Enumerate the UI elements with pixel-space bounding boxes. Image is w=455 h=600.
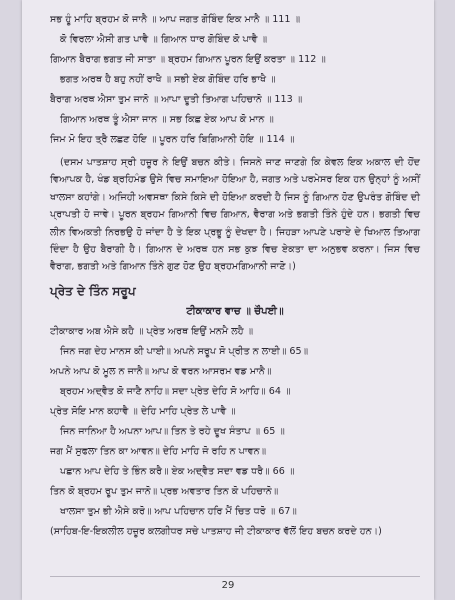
verse-line: ਕੋ ਵਿਰਲਾ ਐਸੀ ਗਤ ਪਾਵੈ ॥ ਗਿਆਨ ਧਾਰ ਗੋਬਿੰਦ ਕੋ ਪਾਵੈ ॥ [60, 34, 268, 45]
verse-line: ਸਭ ਹੂੰ ਮਾਹਿ ਬ੍ਰਹਮ ਕੋ ਜਾਨੈ ॥ ਆਪ ਜਗਤ ਗੋਬਿੰਦ ਇਕ ਮਾਨੈ ॥ 111 ॥ [50, 14, 301, 25]
verse-line: ਪਛਾਨ ਆਪ ਦੇਹਿ ਤੇ ਭਿੰਨ ਕਰੈ॥ ਏਕ ਅਦ੍ਵੈਤ ਸਦਾ ਵਡ ਧਰੈ॥ 66 ॥ [60, 465, 295, 477]
verse-line: ਬ੍ਰਹਮ ਅਦ੍ਵੈਤ ਕੋ ਜਾਣੈ ਨਾਹਿ॥ ਸਦਾ ਪ੍ਰੇਤ ਦੇਹਿ ਸੋ ਆਹਿ॥ 64 ॥ [60, 385, 291, 397]
verse-line: ਬੈਰਾਗ ਅਰਥ ਐਸਾ ਤੁਮ ਜਾਨੋ ॥ ਆਪਾ ਦੂਤੀ ਤਿਆਗ ਪਹਿਚਾਨੋ ॥ 113 ॥ [50, 94, 303, 105]
commentary-paragraph: (ਦਸਮ ਪਾਤਸ਼ਾਹ ਸ੍ਰੀ ਹਜ਼ੂਰ ਨੇ ਇਉਂ ਬਚਨ ਕੀਤੇ। ਜਿਸਨੇ ਜਾਣ ਜਾਣਗੇ ਕਿ ਕੇਵਲ ਇਕ ਅਕਾਲ ਦੀ ਹੋਂਦ ਵਿਆਪਕ ਹੈ, ਖੰਡ ਬ੍ਰਹਿਮੰਡ ਉਸੇ ਵਿਚ ਸਮਾਇਆ ਹੋਇਆ ਹੈ, ਜਗਤ ਅਤੇ ਪਰਮੇਸਰ ਇਕ ਹਨ ਉਨ੍ਹਾਂ ਨੂੰ ਅਸੀਂ ਖਾਲਸਾ ਕਹਾਂਗੇ। ਅਜਿਹੀ ਅਵਸਥਾ ਕਿਸੇ ਕਿਸੇ ਦੀ ਹੋਇਆ ਕਰਦੀ ਹੈ ਜਿਸ ਨੂੰ ਗਿਆਨ ਹੋਣ ਉਪਰੰਤ ਗੋਬਿੰਦ ਦੀ ਪ੍ਰਾਪਤੀ ਹੋ ਜਾਵੇ। ਪੂਰਨ ਬ੍ਰਹਮ ਗਿਆਨੀ ਵਿਚ ਗਿਆਨ, ਵੈਰਾਗ ਅਤੇ ਭਗਤੀ ਤਿੰਨੇ ਹੁੰਦੇ ਹਨ। ਭਗਤੀ ਵਿਚ ਲੀਨ ਵਿਅਕਤੀ ਨਿਰਭਉ ਹੋ ਜਾਂਦਾ ਹੈ ਤੇ ਇਕ ਪ੍ਰਭੂ ਨੂੰ ਦੇਖਦਾ ਹੈ। ਜਿਹੜਾ ਆਪਣੇ ਪਰਾਏ ਦੇ ਖਿਆਲ ਤਿਆਗ ਦਿੰਦਾ ਹੈ ਉਹ ਬੈਰਾਗੀ ਹੈ। ਗਿਆਨ ਦੇ ਅਰਥ ਹਨ ਸਭ ਕੁਝ ਵਿਚ ਏਕਤਾ ਦਾ ਅਨੁਭਵ ਕਰਨਾ। ਜਿਸ ਵਿਚ ਵੈਰਾਗ, ਭਗਤੀ ਅਤੇ ਗਿਆਨ ਤਿੰਨੇ ਗੁਣ ਹੋਣ ਉਹ ਬ੍ਰਹਮਗਿਆਨੀ ਜਾਣੋ।) [50, 157, 420, 273]
verse-line: ਟੀਕਾਕਾਰ ਅਬ ਐਸੇ ਕਹੈ ॥ ਪ੍ਰੇਤ ਅਰਥ ਇਉਂ ਮਨਮੈ ਲਹੈ ॥ [50, 325, 254, 337]
footer-divider [50, 576, 420, 577]
page-content [50, 10, 420, 542]
verse-line: ਗਿਆਨ ਬੈਰਾਗ ਭਗਤ ਜੀ ਸਾਤਾ ॥ ਬ੍ਰਹਮ ਗਿਆਨ ਪੂਰਨ ਇਉਂ ਕਰਤਾ ॥ 112 ॥ [50, 54, 326, 65]
verses-top [50, 10, 420, 150]
book-page [22, 0, 434, 600]
verses-bottom [50, 322, 420, 522]
verse-line: ਗਿਆਨ ਅਰਥ ਤੂੰ ਐਸਾ ਜਾਨ ॥ ਸਭ ਕਿਛ ਏਕ ਆਪ ਕੋ ਮਾਨ ॥ [60, 114, 274, 125]
verse-line: ਜਿਨ ਜਾਨਿਆ ਹੈ ਅਪਨਾ ਆਪ॥ ਤਿਨ ਤੇ ਰਹੇ ਦੂਖ ਸੰਤਾਪ ॥ 65 ॥ [60, 425, 285, 437]
page-number: 29 [221, 580, 235, 591]
section-heading: ਪ੍ਰੇਤ ਦੇ ਤਿੰਨ ਸਰੂਪ [50, 283, 136, 298]
verse-line: ਜਿਮ ਮੋ ਇਹ ਤ੍ਰੈ ਲਛਣ ਹੋਇ ॥ ਪੂਰਨ ਹਰਿ ਬਿਗਿਆਨੀ ਹੋਇ ॥ 114 ॥ [50, 134, 295, 145]
section-subheading: ਟੀਕਾਕਾਰ ਵਾਚ ॥ ਚੌਪਈ॥ [186, 305, 284, 317]
verse-line: ਖਾਲਸਾ ਤੁਮ ਭੀ ਐਸੇ ਕਰੋ॥ ਆਪ ਪਹਿਚਾਨ ਹਰਿ ਮੈਂ ਚਿਤ ਧਰੋ ॥ 67॥ [60, 505, 297, 517]
verse-line: ਜਗ ਮੈਂ ਸੁਫਲਾ ਤਿਨ ਕਾ ਆਵਨ॥ ਦੇਹਿ ਮਾਹਿ ਜੋ ਰਹਿ ਨ ਪਾਵਨ॥ [50, 445, 267, 457]
verse-line: ਭਗਤ ਅਰਥ ਹੈ ਬਹੁ ਨਹੀਂ ਰਾਖੈ ॥ ਸਭੀ ਏਕ ਗੋਬਿੰਦ ਹਰਿ ਭਾਖੈ ॥ [60, 74, 276, 85]
closing-note: (ਸਾਹਿਬ-ਇ-ਇਕਲੀਲ ਹਜ਼ੂਰ ਕਲਗੀਧਰ ਸਚੇ ਪਾਤਸ਼ਾਹ ਜੀ ਟੀਕਾਕਾਰ ਵੱਲੋਂ ਇਹ ਬਚਨ ਕਰਦੇ ਹਨ।) [50, 525, 382, 537]
verse-line: ਪ੍ਰੇਤ ਸੋਇ ਮਾਨ ਕਹਾਵੈ ॥ ਦੇਹਿ ਮਾਹਿ ਪ੍ਰੇਤ ਲੇ ਪਾਵੈ ॥ [50, 405, 236, 417]
verse-line: ਜਿਨ ਜਗ ਦੇਹ ਮਾਨਸ ਕੀ ਪਾਈ॥ ਅਪਨੇ ਸਰੂਪ ਸੋ ਪ੍ਰੀਤ ਨ ਲਾਈ॥ 65॥ [60, 345, 309, 357]
verse-line: ਤਿਨ ਕੋ ਬ੍ਰਹਮ ਰੂਪ ਤੁਮ ਜਾਨੋ॥ ਪ੍ਰਭ ਅਵਤਾਰ ਤਿਨ ਕੋ ਪਹਿਚਾਨੋ॥ [50, 485, 279, 497]
verse-line: ਅਪਨੇ ਆਪ ਕੋ ਮੂਲ ਨ ਜਾਨੈ॥ ਆਪ ਕੋ ਵਰਨ ਆਸਰਮ ਵਡ ਮਾਨੈ॥ [50, 365, 272, 377]
